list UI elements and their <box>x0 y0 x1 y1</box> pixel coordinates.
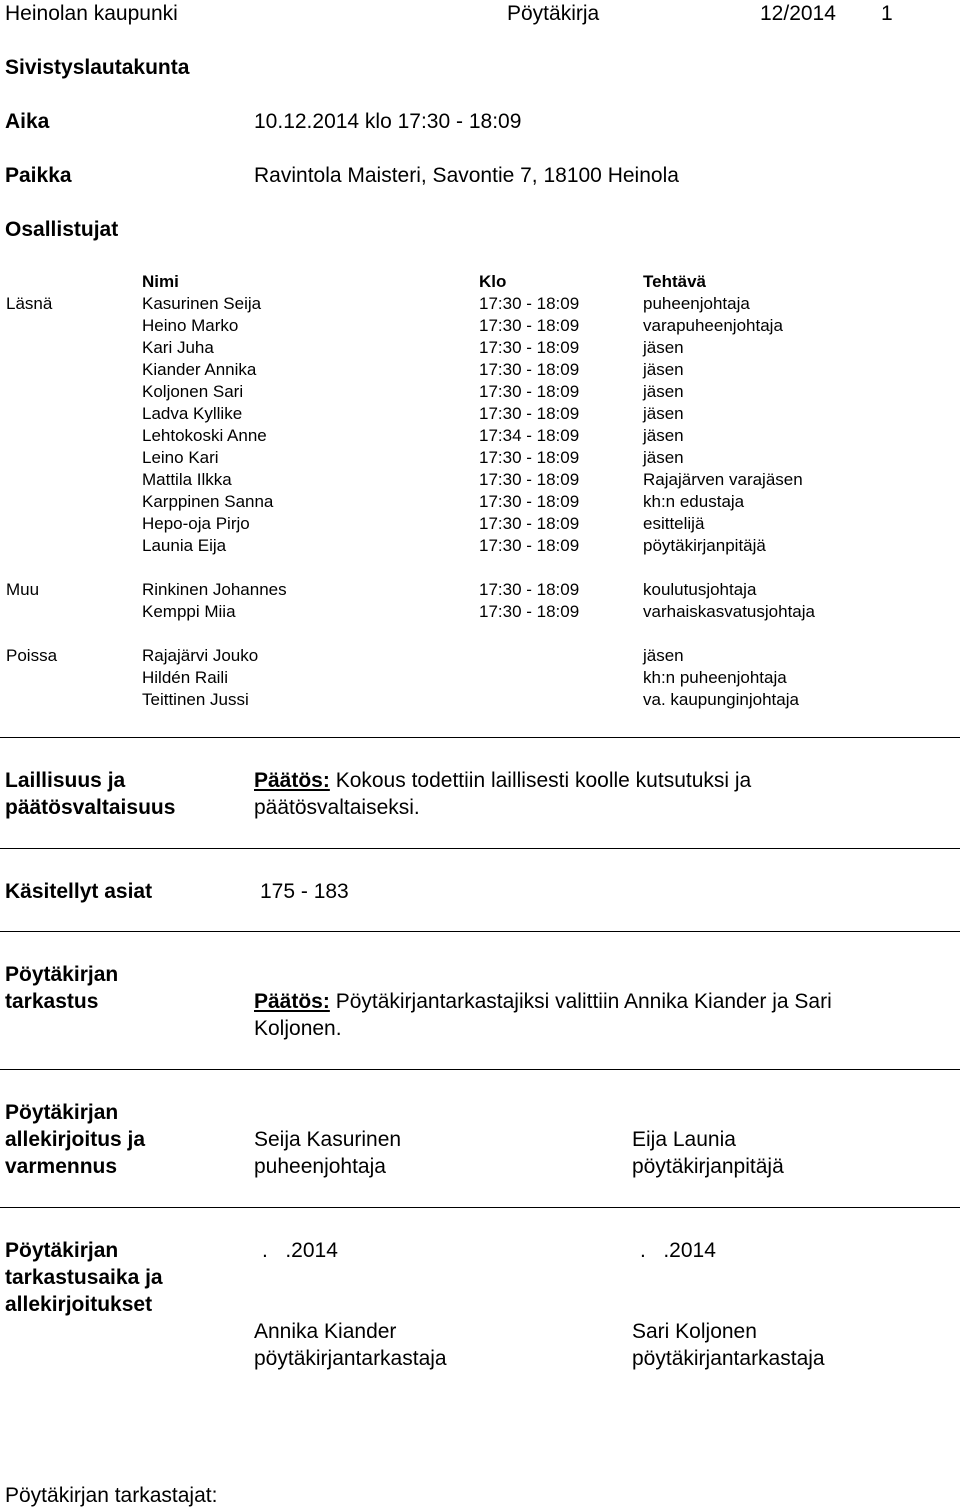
attendee-name: Mattila Ilkka <box>142 470 232 489</box>
column-header-time: Klo <box>479 272 507 291</box>
attendee-name: Lehtokoski Anne <box>142 426 267 445</box>
attendee-name: Kari Juha <box>142 338 214 357</box>
attendee-name: Launia Eija <box>142 536 227 555</box>
table-row <box>0 645 960 667</box>
review-decision <box>254 988 832 1042</box>
attendee-time: 17:30 - 18:09 <box>479 492 580 511</box>
absent-label: Poissa <box>6 646 58 665</box>
signing-label <box>5 1099 145 1180</box>
decision-text: päätösvaltaiseksi. <box>254 796 420 819</box>
attendee-role: kh:n puheenjohtaja <box>643 668 787 687</box>
attendee-name: Teittinen Jussi <box>142 690 249 709</box>
signing-label-line: varmennus <box>5 1155 118 1178</box>
section-divider <box>0 1069 960 1070</box>
attendee-time: 17:30 - 18:09 <box>479 338 580 357</box>
attendee-time: 17:30 - 18:09 <box>479 580 580 599</box>
attendee-time: 17:30 - 18:09 <box>479 316 580 335</box>
attendee-name: Rinkinen Johannes <box>142 580 287 599</box>
attendee-time: 17:30 - 18:09 <box>479 448 580 467</box>
decision-text: Pöytäkirjantarkastajiksi valittiin Annika Kiander ja Sari <box>329 990 832 1013</box>
legality-label <box>5 767 175 821</box>
attendee-name: Ladva Kyllike <box>142 404 243 423</box>
reviewer-name: Annika Kiander <box>254 1320 397 1343</box>
signer-1 <box>254 1126 401 1180</box>
attendee-time: 17:30 - 18:09 <box>479 602 580 621</box>
review-time-label-line: allekirjoitukset <box>5 1293 153 1316</box>
attendee-time: 17:30 - 18:09 <box>479 470 580 489</box>
attendee-role: koulutusjohtaja <box>643 580 757 599</box>
signing-label-line: allekirjoitus ja <box>5 1128 146 1151</box>
reviewer-1 <box>254 1318 447 1372</box>
table-row <box>0 403 960 425</box>
review-date-2: . .2014 <box>640 1239 716 1262</box>
decision-prefix: Päätös: <box>254 769 330 792</box>
attendee-time: 17:30 - 18:09 <box>479 382 580 401</box>
attendee-time: 17:30 - 18:09 <box>479 360 580 379</box>
review-time-label-line: tarkastusaika ja <box>5 1266 163 1289</box>
reviewer-role: pöytäkirjantarkastaja <box>632 1347 825 1370</box>
attendance-header-row <box>0 271 960 293</box>
table-row <box>0 337 960 359</box>
section-divider <box>0 931 960 932</box>
attendee-role: varapuheenjohtaja <box>643 316 783 335</box>
table-row <box>0 447 960 469</box>
attendee-time: 17:30 - 18:09 <box>479 536 580 555</box>
signer-name: Eija Launia <box>632 1128 736 1151</box>
column-header-role: Tehtävä <box>643 272 706 291</box>
table-row <box>0 601 960 623</box>
attendee-name: Hildén Raili <box>142 668 228 687</box>
attendee-name: Rajajärvi Jouko <box>142 646 259 665</box>
attendee-role: kh:n edustaja <box>643 492 745 511</box>
place-value: Ravintola Maisteri, Savontie 7, 18100 Heinola <box>254 164 679 187</box>
signer-role: puheenjohtaja <box>254 1155 386 1178</box>
attendee-role: va. kaupunginjohtaja <box>643 690 799 709</box>
attendee-role: jäsen <box>643 646 684 665</box>
attendee-name: Kiander Annika <box>142 360 257 379</box>
handled-items-label: Käsitellyt asiat <box>5 880 153 903</box>
column-header-name: Nimi <box>142 272 179 291</box>
document-number: 12/2014 <box>760 2 836 25</box>
attendee-name: Kemppi Miia <box>142 602 236 621</box>
attendee-role: pöytäkirjanpitäjä <box>643 536 766 555</box>
signer-role: pöytäkirjanpitäjä <box>632 1155 784 1178</box>
page-number: 1 <box>881 2 893 25</box>
attendee-role: jäsen <box>643 404 684 423</box>
review-time-label <box>5 1237 163 1318</box>
attendee-time: 17:30 - 18:09 <box>479 294 580 313</box>
attendee-time: 17:30 - 18:09 <box>479 514 580 533</box>
document-type: Pöytäkirja <box>507 2 600 25</box>
attendee-role: esittelijä <box>643 514 705 533</box>
table-row <box>0 381 960 403</box>
attendee-role: jäsen <box>643 360 684 379</box>
attendee-role: jäsen <box>643 382 684 401</box>
decision-prefix: Päätös: <box>254 990 330 1013</box>
signing-label-line: Pöytäkirjan <box>5 1101 119 1124</box>
decision-text: Koljonen. <box>254 1017 342 1040</box>
table-row <box>0 293 960 315</box>
reviewer-name: Sari Koljonen <box>632 1320 757 1343</box>
time-label: Aika <box>5 110 50 133</box>
handled-items-value: 175 - 183 <box>260 880 349 903</box>
review-time-label-line: Pöytäkirjan <box>5 1239 119 1262</box>
participants-label: Osallistujat <box>5 218 119 241</box>
decision-text: Kokous todettiin laillisesti koolle kutsutuksi ja <box>329 769 752 792</box>
table-row <box>0 579 960 601</box>
section-divider <box>0 737 960 738</box>
table-row <box>0 359 960 381</box>
attendee-role: jäsen <box>643 338 684 357</box>
section-divider <box>0 848 960 849</box>
table-row <box>0 491 960 513</box>
attendee-role: jäsen <box>643 426 684 445</box>
place-label: Paikka <box>5 164 72 187</box>
table-row <box>0 425 960 447</box>
attendee-role: jäsen <box>643 448 684 467</box>
attendee-name: Karppinen Sanna <box>142 492 274 511</box>
committee-name: Sivistyslautakunta <box>5 56 190 79</box>
reviewers-footer-label: Pöytäkirjan tarkastajat: <box>5 1484 218 1507</box>
present-label: Läsnä <box>6 294 53 313</box>
review-date-1: . .2014 <box>262 1239 338 1262</box>
section-divider <box>0 1207 960 1208</box>
review-label-line: tarkastus <box>5 990 99 1013</box>
reviewer-2 <box>632 1318 825 1372</box>
attendee-time: 17:30 - 18:09 <box>479 404 580 423</box>
document-header <box>0 0 960 27</box>
table-row <box>0 689 960 711</box>
attendee-name: Kasurinen Seija <box>142 294 262 313</box>
attendee-time: 17:34 - 18:09 <box>479 426 580 445</box>
legality-decision <box>254 767 751 821</box>
attendee-name: Heino Marko <box>142 316 239 335</box>
attendee-name: Koljonen Sari <box>142 382 244 401</box>
time-value: 10.12.2014 klo 17:30 - 18:09 <box>254 110 522 133</box>
table-row <box>0 469 960 491</box>
organization-name: Heinolan kaupunki <box>5 2 178 25</box>
legality-label-line: Laillisuus ja <box>5 769 126 792</box>
reviewer-role: pöytäkirjantarkastaja <box>254 1347 447 1370</box>
review-label-line: Pöytäkirjan <box>5 963 119 986</box>
attendee-name: Leino Kari <box>142 448 219 467</box>
table-row <box>0 315 960 337</box>
table-row <box>0 535 960 557</box>
attendee-role: varhaiskasvatusjohtaja <box>643 602 815 621</box>
attendee-role: puheenjohtaja <box>643 294 750 313</box>
table-row <box>0 667 960 689</box>
other-label: Muu <box>6 580 40 599</box>
review-label <box>5 961 118 1015</box>
legality-label-line: päätösvaltaisuus <box>5 796 176 819</box>
attendee-name: Hepo-oja Pirjo <box>142 514 250 533</box>
signer-2 <box>632 1126 784 1180</box>
signer-name: Seija Kasurinen <box>254 1128 402 1151</box>
table-row <box>0 513 960 535</box>
attendee-role: Rajajärven varajäsen <box>643 470 803 489</box>
